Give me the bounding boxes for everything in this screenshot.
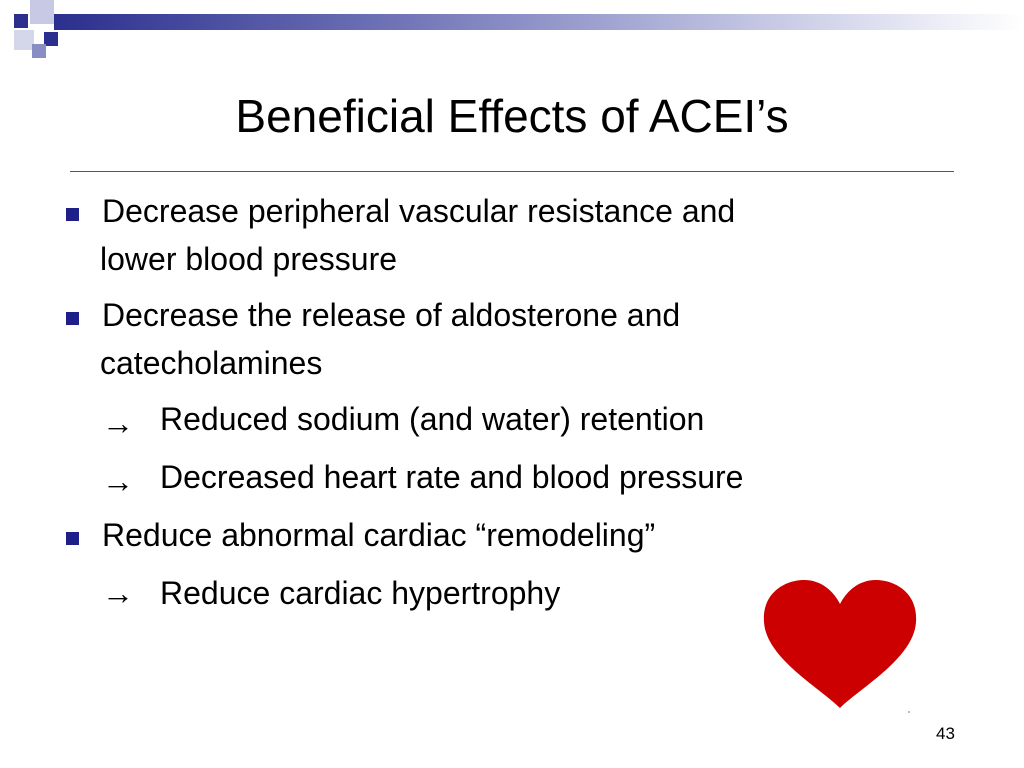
bullet-item-2-line-1: Decrease the release of aldosterone and bbox=[102, 297, 681, 333]
sub-item-sodium: Reduced sodium (and water) retention bbox=[160, 401, 705, 437]
slide-title: Beneficial Effects of ACEI’s bbox=[235, 90, 789, 142]
bullet-item-1-line-1: Decrease peripheral vascular resistance and bbox=[102, 193, 736, 229]
bullet-item-1-line-2: lower blood pressure bbox=[100, 241, 398, 277]
bullet-marker bbox=[66, 532, 79, 545]
arrow-icon: → bbox=[102, 405, 134, 441]
bullet-item-3-line-1: Reduce abnormal cardiac “remodeling” bbox=[102, 517, 656, 553]
bullet-item-2-line-2: catecholamines bbox=[100, 345, 323, 381]
page-number: 43 bbox=[936, 724, 955, 743]
arrow-icon: → bbox=[102, 575, 134, 611]
decorative-dot bbox=[908, 711, 910, 713]
bullet-marker bbox=[66, 208, 79, 221]
sub-item-hypertrophy: Reduce cardiac hypertrophy bbox=[160, 575, 561, 611]
bullet-marker bbox=[66, 312, 79, 325]
heart-icon bbox=[760, 580, 920, 720]
sub-item-heart-rate: Decreased heart rate and blood pressure bbox=[160, 459, 744, 495]
arrow-icon: → bbox=[102, 463, 134, 499]
